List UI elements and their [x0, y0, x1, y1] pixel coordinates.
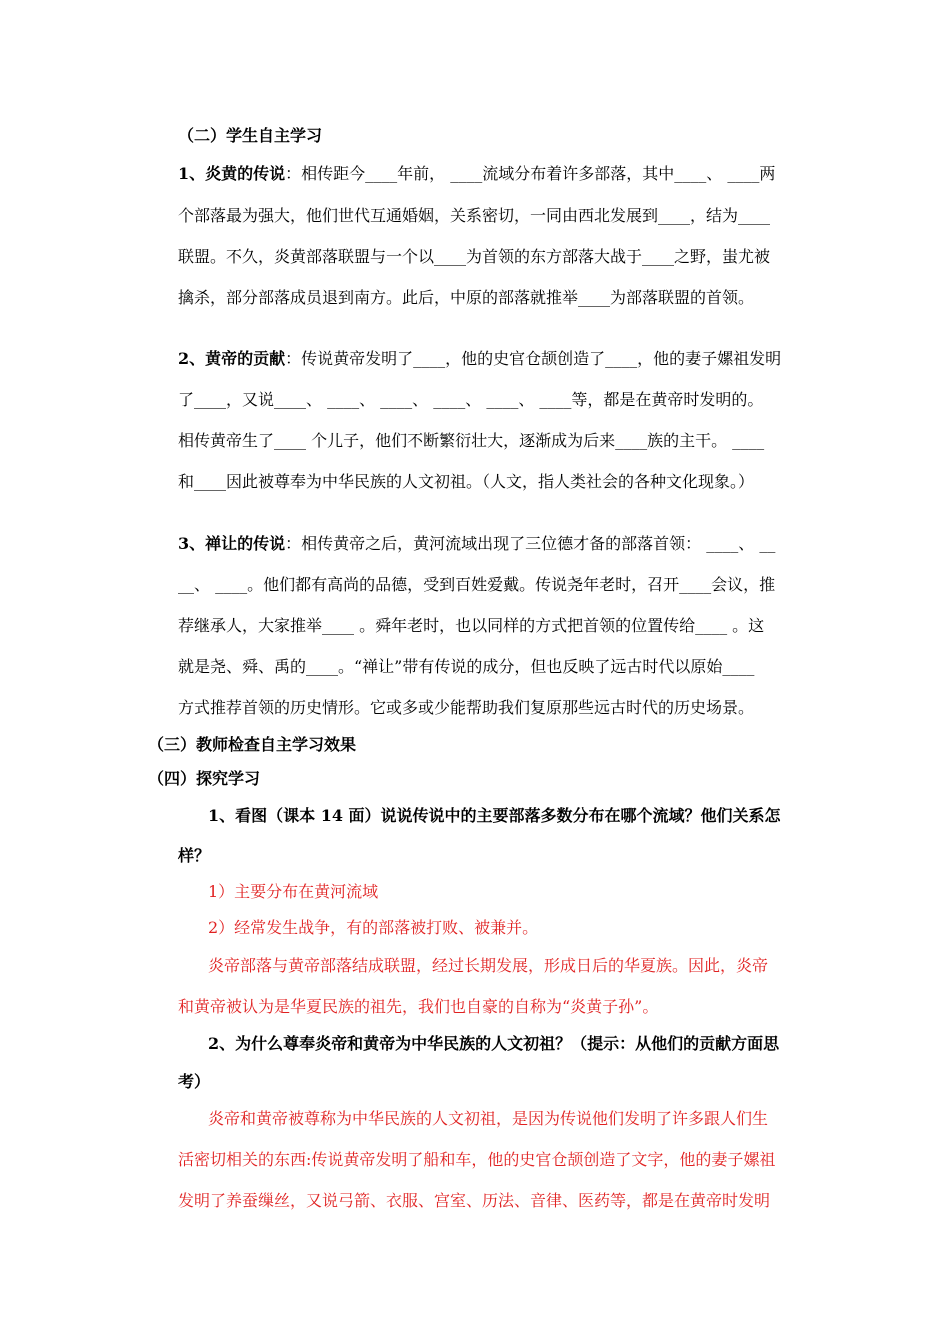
- q2-answer-2: 活密切相关的东西:传说黄帝发明了船和车，他的史官仓颉创造了文字，他的妻子嫘祖: [178, 1150, 776, 1169]
- p2-label: 2、黄帝的贡献: [178, 349, 286, 368]
- q2-answer-3: 发明了养蚕缫丝，又说弓箭、衣服、宫室、历法、音律、医药等，都是在黄帝时发明: [178, 1191, 771, 1210]
- q1-answer-4: 和黄帝被认为是华夏民族的祖先，我们也自豪的自称为“炎黄子孙”。: [178, 997, 659, 1016]
- p1-line-3: 联盟。不久，炎黄部落联盟与一个以____为首领的东方部落大战于____之野，蚩尤被: [178, 247, 771, 266]
- p1-line-2: 个部落最为强大，他们世代互通婚姻，关系密切，一同由西北发展到____，结为____: [178, 206, 771, 225]
- q2-line-2: 考）: [178, 1072, 211, 1091]
- p1-text-1: ：相传距今____年前， ____流域分布着许多部落，其中____、 ____两: [285, 164, 776, 183]
- q1-answer-3: 炎帝部落与黄帝部落结成联盟，经过长期发展，形成日后的华夏族。因此，炎帝: [208, 956, 769, 975]
- section-3-heading: （三）教师检查自主学习效果: [148, 735, 357, 754]
- p2-line-3: 相传黄帝生了____ 个儿子，他们不断繁衍壮大，逐渐成为后来____族的主干。 ____: [178, 431, 765, 450]
- p3-line-4: 就是尧、舜、禹的____。“禅让”带有传说的成分，但也反映了远古时代以原始____: [178, 657, 755, 676]
- p3-line-3: 荐继承人，大家推举____ 。舜年老时，也以同样的方式把首领的位置传给____ 。这: [178, 616, 765, 635]
- section-2-heading: （二）学生自主学习: [178, 126, 323, 145]
- p3-line-2: __、 ____。他们都有高尚的品德，受到百姓爱戴。传说尧年老时，召开____会议，推: [178, 575, 776, 594]
- q1-line-1: 1、看图（课本 14 面）说说传说中的主要部落多数分布在哪个流域？他们关系怎: [208, 806, 781, 825]
- section-4-heading: （四）探究学习: [148, 769, 261, 788]
- q2-answer-1: 炎帝和黄帝被尊称为中华民族的人文初祖，是因为传说他们发明了许多跟人们生: [208, 1109, 769, 1128]
- q1-answer-2: 2）经常发生战争，有的部落被打败、被兼并。: [208, 918, 539, 937]
- p1-line-4: 擒杀，部分部落成员退到南方。此后，中原的部落就推举____为部落联盟的首领。: [178, 288, 755, 307]
- q1-line-2: 样？: [178, 846, 211, 865]
- q1-answer-1: 1）主要分布在黄河流域: [208, 882, 379, 901]
- p2-line-4: 和____因此被尊奉为中华民族的人文初祖。（人文，指人类社会的各种文化现象。）: [178, 472, 755, 491]
- p3-label: 3、禅让的传说: [178, 534, 286, 553]
- p2-line-1: [178, 348, 781, 370]
- p1-label: 1、炎黄的传说: [178, 164, 286, 183]
- p3-text-1: ：相传黄帝之后，黄河流域出现了三位德才备的部落首领： ____、 __: [285, 534, 776, 553]
- p2-line-2: 了____，又说____、 ____、 ____、 ____、 ____、 ____等，都是在黄帝时发明的。: [178, 390, 764, 409]
- p1-line-1: [178, 163, 775, 185]
- p2-text-1: ：传说黄帝发明了____，他的史官仓颉创造了____，他的妻子嫘祖发明: [285, 349, 782, 368]
- q2-line-1: 2、为什么尊奉炎帝和黄帝为中华民族的人文初祖？（提示：从他们的贡献方面思: [208, 1034, 780, 1053]
- p3-line-1: [178, 533, 775, 555]
- p3-line-5: 方式推荐首领的历史情形。它或多或少能帮助我们复原那些远古时代的历史场景。: [178, 698, 755, 717]
